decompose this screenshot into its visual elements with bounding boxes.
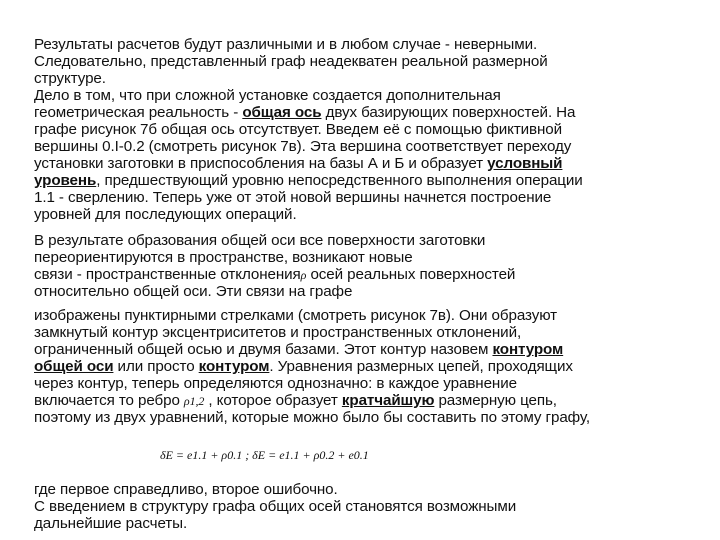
text-segment: установки заготовки в приспособления на базы А и Б и образует — [34, 155, 488, 172]
text-segment: , предшествующий уровню непосредственного выполнения операции — [96, 172, 583, 189]
text-segment: Результаты расчетов будут различными и в любом случае - неверными. — [34, 36, 538, 53]
text-segment: ограниченный общей осью и двумя базами. Этот контур назовем — [34, 341, 493, 358]
math-symbol: ρ — [300, 268, 307, 282]
text-segment: , которое образует — [204, 392, 342, 409]
text-segment: В результате образования общей оси все поверхности заготовки — [34, 232, 486, 249]
text-line — [34, 87, 501, 104]
text-line — [34, 53, 548, 70]
text-line — [34, 36, 537, 53]
math-symbol: ρ1,2 — [183, 394, 205, 408]
text-segment: графе рисунок 7б общая ось отсутствует. Введем её с помощью фиктивной — [34, 121, 563, 138]
text-segment: 1.1 - сверлению. Теперь уже от этой новой вершины начнется построение — [34, 189, 552, 206]
text-line — [34, 249, 413, 266]
text-segment: . Уравнения размерных цепей, проходящих — [269, 358, 573, 375]
text-segment: изображены пунктирными стрелками (смотреть рисунок 7в). Они образуют — [34, 307, 558, 324]
emphasis-term: условный — [487, 155, 563, 172]
text-segment: геометрическая реальность - — [34, 104, 243, 121]
text-segment: включается то ребро — [34, 392, 184, 409]
text-line — [34, 266, 515, 284]
text-segment: или просто — [113, 358, 199, 375]
text-line — [34, 189, 551, 206]
text-line — [34, 232, 485, 249]
text-line — [34, 172, 583, 189]
text-segment: С введением в структуру графа общих осей становятся возможными — [34, 498, 517, 515]
emphasis-term: общей оси — [34, 358, 114, 375]
text-line — [34, 121, 562, 138]
text-line — [34, 481, 338, 498]
text-segment: осей реальных поверхностей — [306, 266, 516, 283]
text-line — [34, 70, 106, 87]
text-line — [34, 375, 517, 392]
text-line — [34, 283, 352, 300]
emphasis-term: контуром — [492, 341, 564, 358]
text-segment: размерную цепь, — [434, 392, 557, 409]
text-segment: Следовательно, представленный граф неадекватен реальной размерной — [34, 53, 548, 70]
text-line — [34, 307, 557, 324]
text-segment: связи - пространственные отклонения — [34, 266, 301, 283]
emphasis-term: контуром — [198, 358, 270, 375]
text-line — [34, 341, 563, 358]
text-segment: структуре. — [34, 70, 106, 87]
text-segment: через контур, теперь определяются однозначно: в каждое уравнение — [34, 375, 517, 392]
text-line — [34, 206, 297, 223]
text-line — [34, 104, 575, 121]
text-line — [34, 358, 573, 375]
emphasis-term: кратчайшую — [341, 392, 435, 409]
text-line — [34, 392, 557, 410]
text-line — [34, 409, 590, 426]
text-line — [34, 155, 562, 172]
text-segment: Дело в том, что при сложной установке создается дополнительная — [34, 87, 501, 104]
equation: δE = e1.1 + ρ0.1 ; δE = e1.1 + ρ0.2 + e0.1 — [160, 448, 369, 462]
text-segment: замкнутый контур эксцентриситетов и пространственных отклонений, — [34, 324, 522, 341]
text-line — [34, 498, 516, 515]
text-segment: дальнейшие расчеты. — [34, 515, 188, 532]
text-line — [34, 138, 571, 155]
emphasis-term: уровень — [34, 172, 97, 189]
emphasis-term: общая ось — [242, 104, 322, 121]
text-line — [34, 515, 187, 532]
text-segment: поэтому из двух уравнений, которые можно было бы составить по этому графу, — [34, 409, 590, 426]
text-segment: переориентируются в пространстве, возникают новые — [34, 249, 413, 266]
text-segment: где первое справедливо, второе ошибочно. — [34, 481, 338, 498]
text-segment: относительно общей оси. Эти связи на графе — [34, 283, 353, 300]
text-segment: двух базирующих поверхностей. На — [321, 104, 576, 121]
text-segment: уровней для последующих операций. — [34, 206, 297, 223]
text-segment: вершины 0.I-0.2 (смотреть рисунок 7в). Эта вершина соответствует переходу — [34, 138, 572, 155]
text-line — [34, 324, 521, 341]
